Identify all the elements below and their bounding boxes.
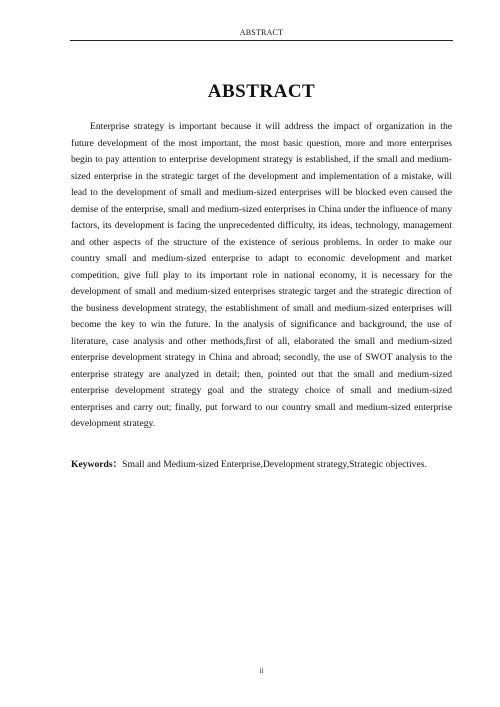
keywords-text: Small and Medium-sized Enterprise,Development strategy,Strategic objectives. — [122, 459, 427, 470]
running-header: ABSTRACT — [239, 28, 284, 37]
keywords-line — [71, 457, 452, 473]
page-title: ABSTRACT — [207, 81, 316, 102]
page-number: ii — [259, 666, 264, 675]
header-divider — [70, 40, 453, 41]
keywords-label: Keywords： — [71, 459, 123, 470]
abstract-paragraph: Enterprise strategy is important because it will address the impact of organization in the future development of the most important, the most basic question, more and more enterprises begin to pay attention to enterprise development strategy is established, if the small and medium-sized enterprise in the strategic target of the development and implementation of a mistake, will lead to the development of small and medium-sized enterprises will be blocked even caused the demise of the enterprise, small and medium-sized enterprises in China under the influence of many factors, its development is facing the unprecedented difficulty, its ideas, technology, management and other aspects of the structure of the existence of serious problems. In order to make our country small and medium-sized enterprise to adapt to economic development and market competition, give full play to its important role in national economy, it is necessary for the development of small and medium-sized enterprises strategic target and the strategic direction of the business development strategy, the establishment of small and medium-sized enterprises will become the key to win the future. In the analysis of significance and background, the use of literature, case analysis and other methods,first of all, elaborated the small and medium-sized enterprise development strategy in China and abroad; secondly, the use of SWOT analysis to the enterprise strategy are analyzed in detail; then, pointed out that the small and medium-sized enterprise development strategy goal and the strategy choice of small and medium-sized enterprises and carry out; finally, put forward to our country small and medium-sized enterprise development strategy. — [71, 121, 452, 429]
